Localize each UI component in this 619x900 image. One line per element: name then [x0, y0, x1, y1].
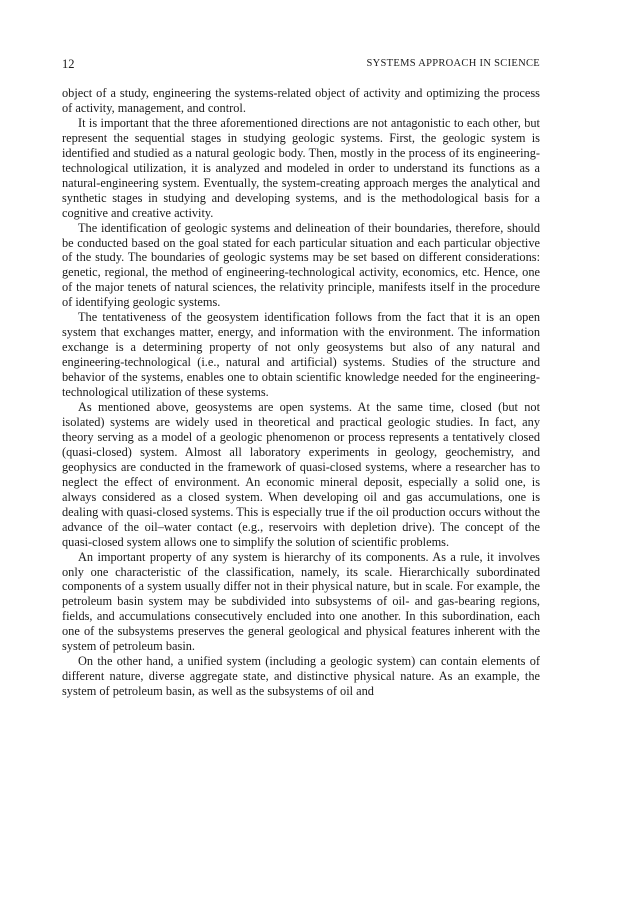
paragraph: On the other hand, a unified system (including a geologic system) can contain elements of different nature, diverse aggregate state, and distinctive physical nature. As an example, the system of petroleum basin, as well as the subsystems of oil and — [62, 654, 540, 699]
paragraph: It is important that the three aforementioned directions are not antagonistic to each other, but represent the sequential stages in studying geologic systems. First, the geologic system is identified and studied as a natural geologic body. Then, mostly in the process of its engineering-technological utilization, it is analyzed and modeled in order to understand its functions as a natural-engineering system. Eventually, the system-creating approach merges the analytical and synthetic stages in studying and developing systems, and is the methodological basis for a cognitive and creative activity. — [62, 115, 540, 220]
paragraph: object of a study, engineering the systems-related object of activity and optimizing the process of activity, management, and control. — [62, 86, 540, 115]
paragraph: The identification of geologic systems and delineation of their boundaries, therefore, should be conducted based on the goal stated for each particular situation and each particular objective of the study. The boundaries of geologic systems may be set based on different considerations: genetic, regional, the method of engineering-technological activity, economics, etc. Hence, one of the major tenets of natural sciences, the relativity principle, manifests itself in the procedure of identifying geologic systems. — [62, 220, 540, 310]
page-number: 12 — [62, 57, 75, 71]
page-header — [62, 56, 540, 72]
body-text — [62, 86, 540, 699]
running-head: SYSTEMS APPROACH IN SCIENCE — [366, 58, 540, 69]
paragraph: An important property of any system is hierarchy of its components. As a rule, it involves only one characteristic of the classification, namely, its scale. Hierarchically subordinated components of a system usually differ not in their physical nature, but in scale. For example, the petroleum basin system may be subdivided into subsystems of oil- and gas-bearing regions, fields, and accumulations consecutively encluded into one another. In this subordination, each one of the subsystems preserves the general geological and physical features inherent with the system of petroleum basin. — [62, 549, 540, 654]
paragraph: As mentioned above, geosystems are open systems. At the same time, closed (but not isolated) systems are widely used in theoretical and practical geologic studies. In fact, any theory serving as a model of a geologic phenomenon or process represents a tentatively closed (quasi-closed) system. Almost all laboratory experiments in geology, geochemistry, and geophysics are conducted in the framework of quasi-closed systems, where a researcher has to neglect the effect of environment. An economic mineral deposit, especially a solid one, is always considered as a closed system. When developing oil and gas accumulations, one is dealing with quasi-closed systems. This is especially true if the oil production occurs without the advance of the oil–water contact (e.g., reservoirs with depletion drive). The concept of the quasi-closed system allows one to simplify the solution of scientific problems. — [62, 400, 541, 549]
paragraph: The tentativeness of the geosystem identification follows from the fact that it is an open system that exchanges matter, energy, and information with the environment. The information exchange is a determining property of not only geosystems but also of any natural and engineering-technological (i.e., natural and artificial) systems. Studies of the structure and behavior of the systems, enables one to obtain scientific knowledge needed for the engineering-technological utilization of these systems. — [62, 310, 540, 400]
